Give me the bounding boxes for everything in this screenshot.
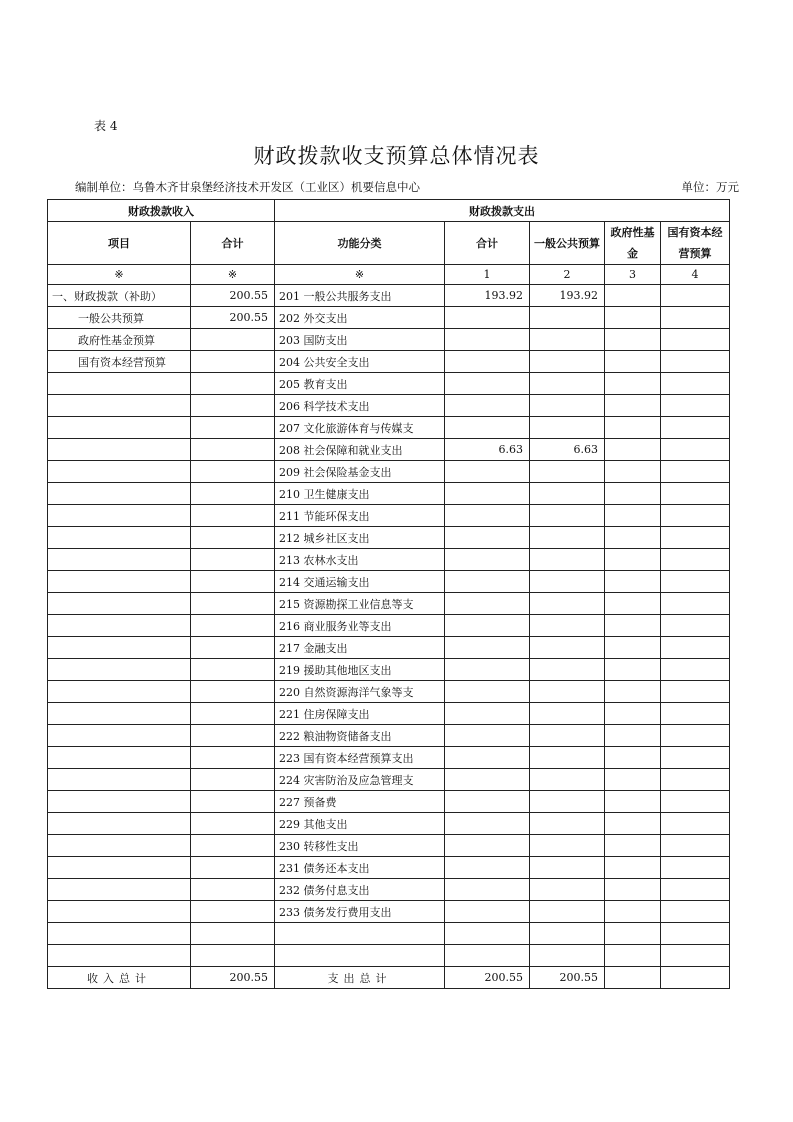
expense-total-cell [445,527,530,549]
expense-total-cell [445,461,530,483]
income-value-cell [191,395,275,417]
expense-group-header: 财政拨款支出 [275,200,730,222]
fund-budget-cell [605,725,661,747]
general-budget-cell [530,329,605,351]
table-row [48,373,730,395]
income-group-header: 财政拨款收入 [48,200,275,222]
code-cell: 1 [445,265,530,285]
function-cell: 201 一般公共服务支出 [275,285,445,307]
income-value-cell [191,857,275,879]
item-cell [48,527,191,549]
col-state-capital-header: 国有资本经营预算 [661,222,730,265]
general-budget-cell [530,505,605,527]
fund-budget-cell [605,373,661,395]
general-budget-cell [530,615,605,637]
expense-total-cell [445,395,530,417]
function-cell: 209 社会保险基金支出 [275,461,445,483]
function-cell: 230 转移性支出 [275,835,445,857]
expense-total-cell [445,923,530,945]
capital-budget-cell [661,747,730,769]
expense-total-cell [445,813,530,835]
general-budget-cell [530,373,605,395]
col-fund-header: 政府性基金 [605,222,661,265]
fund-budget-cell [605,307,661,329]
general-budget-cell [530,747,605,769]
general-budget-cell [530,307,605,329]
expense-total-cell [445,703,530,725]
fund-budget-cell [605,791,661,813]
item-cell [48,681,191,703]
income-value-cell [191,351,275,373]
table-row [48,527,730,549]
table-row [48,395,730,417]
function-cell: 212 城乡社区支出 [275,527,445,549]
function-cell [275,923,445,945]
income-value-cell [191,791,275,813]
expense-total-cell [445,549,530,571]
capital-total-value [661,967,730,989]
function-cell: 208 社会保障和就业支出 [275,439,445,461]
item-cell [48,835,191,857]
capital-budget-cell [661,549,730,571]
expense-total-cell [445,835,530,857]
function-cell: 214 交通运输支出 [275,571,445,593]
capital-budget-cell [661,329,730,351]
table-row [48,659,730,681]
code-row [48,265,730,285]
fund-budget-cell [605,813,661,835]
income-value-cell [191,593,275,615]
table-row [48,329,730,351]
item-cell [48,901,191,923]
item-cell [48,505,191,527]
capital-budget-cell [661,945,730,967]
code-cell: 2 [530,265,605,285]
item-cell [48,615,191,637]
function-cell: 219 援助其他地区支出 [275,659,445,681]
income-value-cell [191,835,275,857]
fund-budget-cell [605,593,661,615]
capital-budget-cell [661,461,730,483]
general-total-value: 200.55 [530,967,605,989]
table-row [48,439,730,461]
item-cell [48,571,191,593]
expense-total-cell [445,945,530,967]
budget-table [47,199,730,989]
fund-budget-cell [605,505,661,527]
income-total-value: 200.55 [191,967,275,989]
function-cell: 213 农林水支出 [275,549,445,571]
general-budget-cell: 6.63 [530,439,605,461]
function-cell: 210 卫生健康支出 [275,483,445,505]
function-cell: 206 科学技术支出 [275,395,445,417]
item-cell [48,395,191,417]
col-expense-total-header: 合计 [445,222,530,265]
capital-budget-cell [661,593,730,615]
fund-budget-cell [605,703,661,725]
capital-budget-cell [661,835,730,857]
table-row [48,901,730,923]
fund-budget-cell [605,637,661,659]
capital-budget-cell [661,901,730,923]
capital-budget-cell [661,923,730,945]
general-budget-cell [530,637,605,659]
table-row [48,791,730,813]
income-value-cell: 200.55 [191,285,275,307]
capital-budget-cell [661,439,730,461]
col-item-header: 项目 [48,222,191,265]
general-budget-cell [530,351,605,373]
table-row [48,945,730,967]
fund-budget-cell [605,285,661,307]
totals-row [48,967,730,989]
table-row [48,879,730,901]
item-cell [48,813,191,835]
function-cell: 203 国防支出 [275,329,445,351]
function-cell: 215 资源勘探工业信息等支 [275,593,445,615]
function-cell: 221 住房保障支出 [275,703,445,725]
expense-total-label: 支出总计 [275,967,445,989]
fund-budget-cell [605,329,661,351]
income-value-cell [191,879,275,901]
item-cell [48,549,191,571]
general-budget-cell [530,483,605,505]
item-cell [48,945,191,967]
capital-budget-cell [661,373,730,395]
fund-budget-cell [605,527,661,549]
income-total-label: 收入总计 [48,967,191,989]
income-value-cell [191,681,275,703]
item-cell [48,725,191,747]
item-cell: 一般公共预算 [48,307,191,329]
income-value-cell [191,659,275,681]
item-cell: 政府性基金预算 [48,329,191,351]
item-cell [48,791,191,813]
expense-total-cell [445,659,530,681]
item-cell [48,483,191,505]
capital-budget-cell [661,351,730,373]
capital-budget-cell [661,725,730,747]
general-budget-cell [530,659,605,681]
capital-budget-cell [661,703,730,725]
item-cell [48,439,191,461]
fund-budget-cell [605,857,661,879]
table-row [48,285,730,307]
table-row [48,417,730,439]
expense-total-cell [445,857,530,879]
function-cell [275,945,445,967]
general-budget-cell [530,725,605,747]
capital-budget-cell [661,483,730,505]
capital-budget-cell [661,681,730,703]
expense-total-value: 200.55 [445,967,530,989]
general-budget-cell [530,879,605,901]
income-value-cell [191,615,275,637]
item-cell [48,857,191,879]
expense-total-cell [445,351,530,373]
expense-total-cell [445,373,530,395]
table-row [48,351,730,373]
item-cell [48,747,191,769]
expense-total-cell [445,505,530,527]
table-body [48,285,730,967]
table-row [48,593,730,615]
item-cell [48,637,191,659]
expense-total-cell [445,615,530,637]
income-value-cell [191,483,275,505]
income-value-cell [191,725,275,747]
table-row [48,571,730,593]
fund-budget-cell [605,769,661,791]
general-budget-cell [530,571,605,593]
fund-budget-cell [605,351,661,373]
income-value-cell [191,329,275,351]
expense-total-cell [445,593,530,615]
expense-total-cell: 6.63 [445,439,530,461]
function-cell: 205 教育支出 [275,373,445,395]
function-cell: 223 国有资本经营预算支出 [275,747,445,769]
capital-budget-cell [661,571,730,593]
table-row [48,769,730,791]
income-value-cell [191,571,275,593]
general-budget-cell [530,527,605,549]
item-cell [48,703,191,725]
capital-budget-cell [661,857,730,879]
income-value-cell [191,373,275,395]
capital-budget-cell [661,659,730,681]
table-row [48,483,730,505]
function-cell: 207 文化旅游体育与传媒支 [275,417,445,439]
table-row [48,505,730,527]
expense-total-cell [445,417,530,439]
income-value-cell [191,703,275,725]
general-budget-cell [530,417,605,439]
fund-budget-cell [605,901,661,923]
page-title: 财政拨款收支预算总体情况表 [253,144,540,168]
function-cell: 216 商业服务业等支出 [275,615,445,637]
table-row [48,307,730,329]
income-value-cell [191,549,275,571]
expense-total-cell [445,791,530,813]
table-row [48,703,730,725]
expense-total-cell [445,879,530,901]
expense-total-cell [445,747,530,769]
income-value-cell [191,461,275,483]
header-column-row [48,222,730,265]
expense-total-cell [445,681,530,703]
function-cell: 229 其他支出 [275,813,445,835]
table-row [48,461,730,483]
col-income-total-header: 合计 [191,222,275,265]
general-budget-cell [530,857,605,879]
fund-budget-cell [605,417,661,439]
fund-budget-cell [605,835,661,857]
expense-total-cell [445,307,530,329]
item-cell: 国有资本经营预算 [48,351,191,373]
general-budget-cell [530,813,605,835]
capital-budget-cell [661,395,730,417]
fund-total-value [605,967,661,989]
general-budget-cell [530,549,605,571]
fund-budget-cell [605,747,661,769]
table-row [48,615,730,637]
capital-budget-cell [661,505,730,527]
capital-budget-cell [661,527,730,549]
item-cell: 一、财政拨款（补助） [48,285,191,307]
general-budget-cell [530,835,605,857]
item-cell [48,417,191,439]
expense-total-cell [445,637,530,659]
expense-total-cell [445,571,530,593]
general-budget-cell [530,703,605,725]
income-value-cell [191,505,275,527]
table-row [48,835,730,857]
function-cell: 204 公共安全支出 [275,351,445,373]
function-cell: 232 债务付息支出 [275,879,445,901]
function-cell: 231 债务还本支出 [275,857,445,879]
table-row [48,681,730,703]
fund-budget-cell [605,945,661,967]
general-budget-cell [530,593,605,615]
table-row [48,923,730,945]
fund-budget-cell [605,615,661,637]
fund-budget-cell [605,395,661,417]
function-cell: 233 债务发行费用支出 [275,901,445,923]
income-value-cell [191,417,275,439]
table-row [48,549,730,571]
item-cell [48,923,191,945]
function-cell: 217 金融支出 [275,637,445,659]
table-row [48,857,730,879]
capital-budget-cell [661,769,730,791]
item-cell [48,461,191,483]
expense-total-cell [445,483,530,505]
general-budget-cell [530,461,605,483]
expense-total-cell [445,901,530,923]
income-value-cell [191,637,275,659]
income-value-cell [191,747,275,769]
expense-total-cell [445,329,530,351]
function-cell: 227 预备费 [275,791,445,813]
compiling-unit: 编制单位：乌鲁木齐甘泉堡经济技术开发区（工业区）机要信息中心 [75,180,420,194]
income-value-cell [191,527,275,549]
general-budget-cell [530,769,605,791]
currency-unit: 单位：万元 [681,180,739,194]
item-cell [48,769,191,791]
fund-budget-cell [605,571,661,593]
item-cell [48,373,191,395]
income-value-cell [191,813,275,835]
general-budget-cell [530,901,605,923]
capital-budget-cell [661,791,730,813]
capital-budget-cell [661,615,730,637]
header-group-row [48,200,730,222]
capital-budget-cell [661,813,730,835]
expense-total-cell [445,769,530,791]
general-budget-cell [530,945,605,967]
function-cell: 222 粮油物资储备支出 [275,725,445,747]
fund-budget-cell [605,461,661,483]
function-cell: 220 自然资源海洋气象等支 [275,681,445,703]
function-cell: 224 灾害防治及应急管理支 [275,769,445,791]
capital-budget-cell [661,307,730,329]
col-general-header: 一般公共预算 [530,222,605,265]
fund-budget-cell [605,549,661,571]
fund-budget-cell [605,681,661,703]
income-value-cell [191,923,275,945]
table-row [48,637,730,659]
general-budget-cell: 193.92 [530,285,605,307]
general-budget-cell [530,395,605,417]
fund-budget-cell [605,483,661,505]
code-cell: 3 [605,265,661,285]
col-function-header: 功能分类 [275,222,445,265]
expense-total-cell: 193.92 [445,285,530,307]
table-row [48,747,730,769]
item-cell [48,593,191,615]
capital-budget-cell [661,637,730,659]
general-budget-cell [530,791,605,813]
income-value-cell [191,901,275,923]
income-value-cell [191,769,275,791]
function-cell: 211 节能环保支出 [275,505,445,527]
table-row [48,725,730,747]
table-number: 表 4 [94,119,118,133]
capital-budget-cell [661,879,730,901]
general-budget-cell [530,681,605,703]
capital-budget-cell [661,417,730,439]
fund-budget-cell [605,923,661,945]
item-cell [48,879,191,901]
table-row [48,813,730,835]
income-value-cell [191,439,275,461]
fund-budget-cell [605,659,661,681]
function-cell: 202 外交支出 [275,307,445,329]
fund-budget-cell [605,439,661,461]
fund-budget-cell [605,879,661,901]
expense-total-cell [445,725,530,747]
code-cell: ※ [48,265,191,285]
code-cell: 4 [661,265,730,285]
code-cell: ※ [275,265,445,285]
item-cell [48,659,191,681]
general-budget-cell [530,923,605,945]
income-value-cell [191,945,275,967]
capital-budget-cell [661,285,730,307]
income-value-cell: 200.55 [191,307,275,329]
code-cell: ※ [191,265,275,285]
